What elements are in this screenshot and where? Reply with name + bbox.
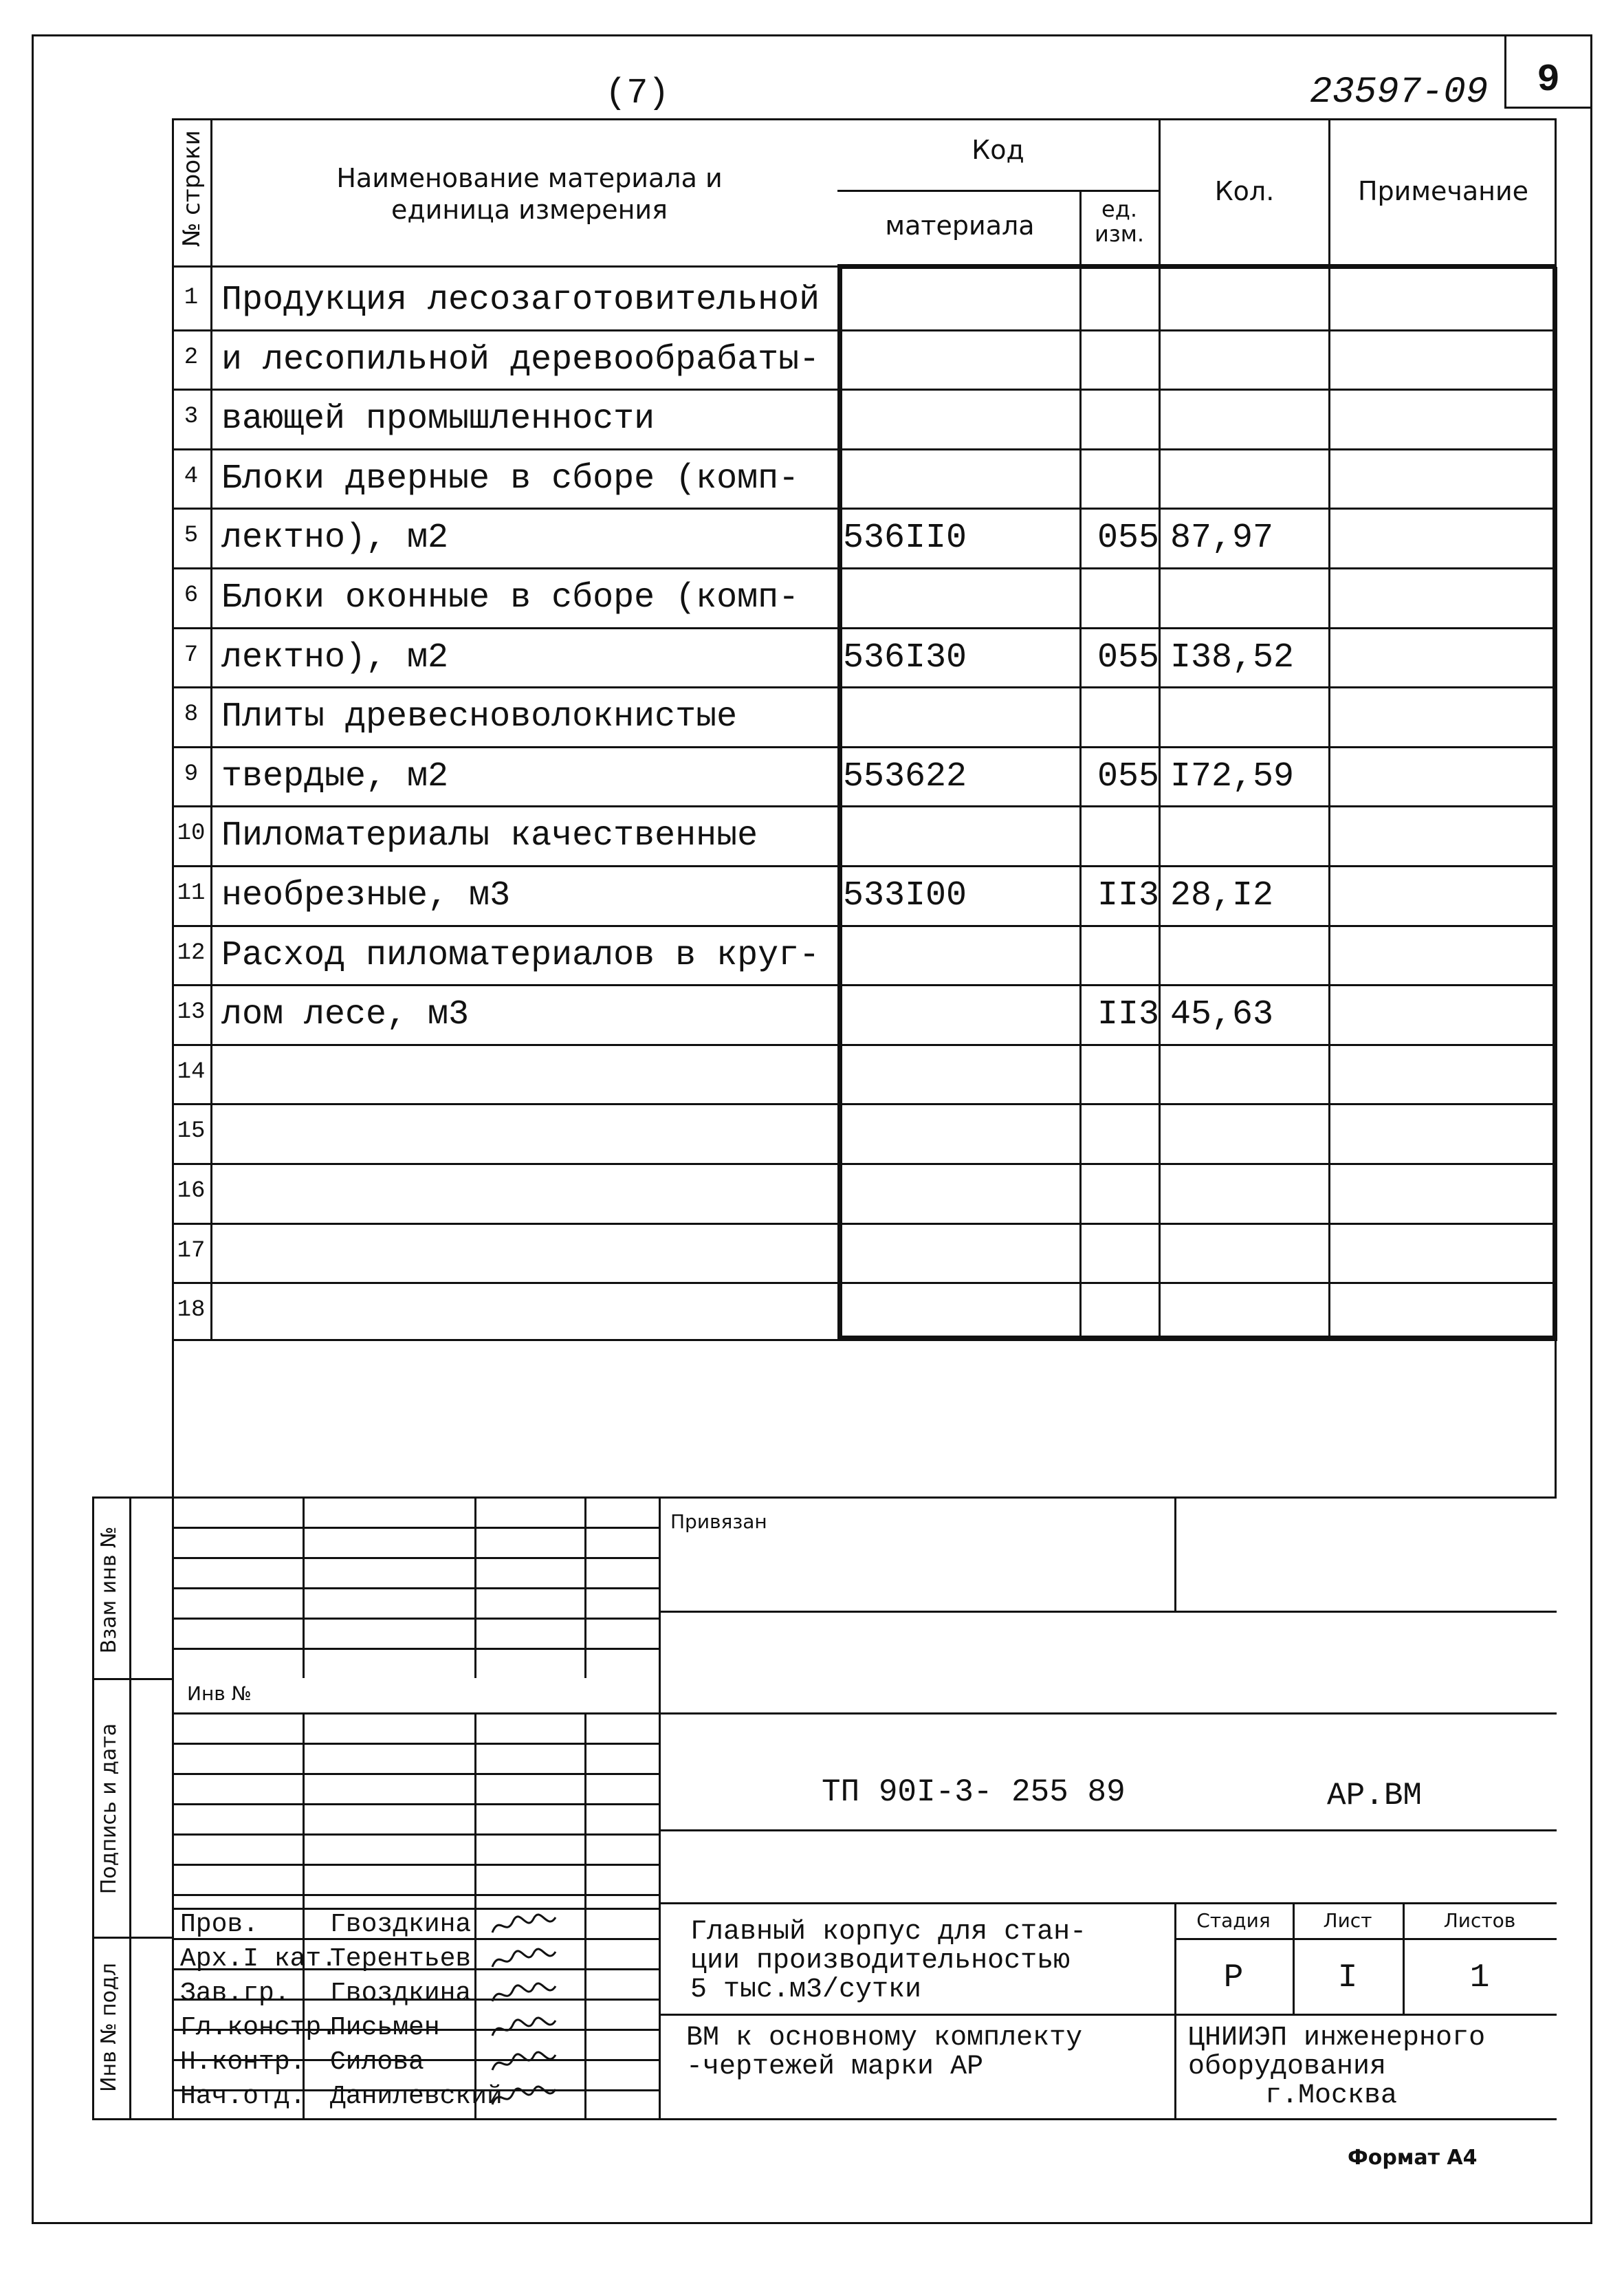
sheets-value: 1 — [1469, 1959, 1490, 1996]
header-material: материала — [885, 210, 1035, 241]
side-label-inv: Инв № подл — [97, 1963, 121, 2092]
signature-name: Терентьев — [330, 1944, 472, 1974]
material-name: Пиломатериалы качественные — [221, 816, 758, 856]
table-row — [172, 627, 1557, 687]
row-number: 1 — [184, 285, 199, 311]
table-row — [172, 329, 1557, 389]
table-row — [172, 1223, 1557, 1283]
header-row-no: № строки — [178, 130, 206, 247]
material-name: и лесопильной деревообрабаты- — [221, 340, 820, 380]
signature-role: Пров. — [180, 1910, 259, 1939]
table-row — [172, 984, 1557, 1044]
row-number: 12 — [177, 939, 206, 966]
signature-role: Арх.I кат. — [180, 1944, 338, 1974]
quantity: 28,I2 — [1170, 876, 1274, 915]
table-row — [172, 865, 1557, 925]
table-row — [172, 925, 1557, 985]
material-code: 536I30 — [843, 638, 967, 677]
signature-role: Гл.констр. — [180, 2013, 338, 2043]
drawing-mark: АР.ВМ — [1327, 1778, 1423, 1814]
sheet-title-2: -чертежей марки АР — [686, 2051, 984, 2082]
sheet-title-1: ВМ к основному комплекту — [686, 2023, 1083, 2054]
unit-code: II3 — [1097, 876, 1159, 915]
side-label-vzam: Взам инв № — [97, 1526, 121, 1654]
org-line-3: г.Москва — [1265, 2080, 1398, 2111]
row-number: 8 — [184, 701, 199, 728]
page-number: 9 — [1537, 58, 1560, 102]
signature-name: Гвоздкина — [330, 1979, 472, 2008]
material-code: 553622 — [843, 756, 967, 796]
table-row — [172, 1044, 1557, 1104]
header-name: Наименование материала и единица измерения — [336, 163, 723, 225]
side-label-podpis: Подпись и дата — [97, 1723, 121, 1895]
material-name: вающей промышленности — [221, 400, 655, 439]
unit-code: 055 — [1097, 638, 1159, 677]
material-name: необрезные, м3 — [221, 876, 511, 915]
unit-code: 055 — [1097, 519, 1159, 558]
sheet-index: (7) — [605, 73, 670, 113]
header-note: Примечание — [1357, 176, 1529, 206]
quantity: I38,52 — [1170, 638, 1295, 677]
org-line-2: оборудования — [1188, 2051, 1387, 2082]
material-name: Блоки оконные в сборе (комп- — [221, 578, 800, 618]
row-number: 10 — [177, 820, 206, 847]
title-line-1: Главный корпус для стан- — [690, 1917, 1087, 1948]
unit-code: 055 — [1097, 756, 1159, 796]
inv-no-label: Инв № — [187, 1682, 252, 1705]
table-row — [172, 1163, 1557, 1223]
privyazan-label: Привязан — [670, 1510, 767, 1533]
row-number: 11 — [177, 880, 206, 906]
row-number: 16 — [177, 1178, 206, 1204]
row-number: 6 — [184, 583, 199, 609]
header-qty: Кол. — [1214, 176, 1275, 206]
signature-role: Н.контр. — [180, 2047, 306, 2077]
doc-number: 23597-09 — [1310, 72, 1489, 113]
handwritten-signature — [490, 2084, 558, 2111]
row-number: 13 — [177, 999, 206, 1026]
sheet-value: I — [1337, 1959, 1358, 1996]
stage-value: Р — [1223, 1959, 1244, 1996]
stage-label: Стадия — [1196, 1909, 1271, 1932]
handwritten-signature — [490, 1912, 558, 1939]
table-row — [172, 686, 1557, 746]
table-row — [172, 389, 1557, 448]
table-row — [172, 805, 1557, 865]
signature-name: Данилевский — [330, 2082, 503, 2111]
title-line-3: 5 тыс.м3/сутки — [690, 1974, 922, 2005]
header-code: Код — [972, 135, 1024, 165]
row-number: 17 — [177, 1237, 206, 1264]
material-name: Плиты древесноволокнистые — [221, 697, 738, 737]
material-name: Блоки дверные в сборе (комп- — [221, 459, 800, 499]
material-name: твердые, м2 — [221, 756, 449, 796]
table-row — [172, 270, 1557, 329]
handwritten-signature — [490, 1981, 558, 2008]
material-name: лом лесе, м3 — [221, 995, 470, 1035]
quantity: 87,97 — [1170, 519, 1274, 558]
row-number: 2 — [184, 344, 199, 371]
handwritten-signature — [490, 1946, 558, 1974]
handwritten-signature — [490, 2049, 558, 2077]
signature-role: Нач.отд. — [180, 2082, 306, 2111]
row-number: 5 — [184, 523, 199, 549]
material-name: Расход пиломатериалов в круг- — [221, 935, 820, 975]
header-unit: ед. изм. — [1094, 196, 1145, 247]
signature-name: Силова — [330, 2047, 424, 2077]
signature-name: Письмен — [330, 2013, 440, 2043]
row-number: 18 — [177, 1297, 206, 1324]
table-row — [172, 448, 1557, 508]
material-name: Продукция лесозаготовительной — [221, 281, 820, 320]
signature-role: Зав.гр. — [180, 1979, 290, 2008]
row-number: 7 — [184, 642, 199, 668]
sheets-label: Листов — [1443, 1909, 1516, 1932]
table-row — [172, 746, 1557, 806]
material-code: 533I00 — [843, 876, 967, 915]
sheet-label: Лист — [1323, 1909, 1372, 1932]
designation: ТП 90I-3- 255 89 — [822, 1774, 1126, 1810]
table-row — [172, 1103, 1557, 1163]
table-row — [172, 508, 1557, 567]
row-number: 15 — [177, 1118, 206, 1145]
format-label: Формат А4 — [1348, 2146, 1478, 2170]
signature-name: Гвоздкина — [330, 1910, 472, 1939]
org-line-1: ЦНИИЭП инженерного — [1188, 2023, 1486, 2054]
row-number: 14 — [177, 1058, 206, 1085]
material-code: 536II0 — [843, 519, 967, 558]
table-row — [172, 567, 1557, 627]
table-row — [172, 1282, 1557, 1342]
unit-code: II3 — [1097, 995, 1159, 1035]
row-number: 9 — [184, 761, 199, 787]
quantity: 45,63 — [1170, 995, 1274, 1035]
material-name: лектно), м2 — [221, 519, 449, 558]
row-number: 4 — [184, 463, 199, 490]
title-line-2: ции производительностью — [690, 1946, 1071, 1977]
material-name: лектно), м2 — [221, 638, 449, 677]
row-number: 3 — [184, 404, 199, 431]
handwritten-signature — [490, 2015, 558, 2043]
quantity: I72,59 — [1170, 756, 1295, 796]
